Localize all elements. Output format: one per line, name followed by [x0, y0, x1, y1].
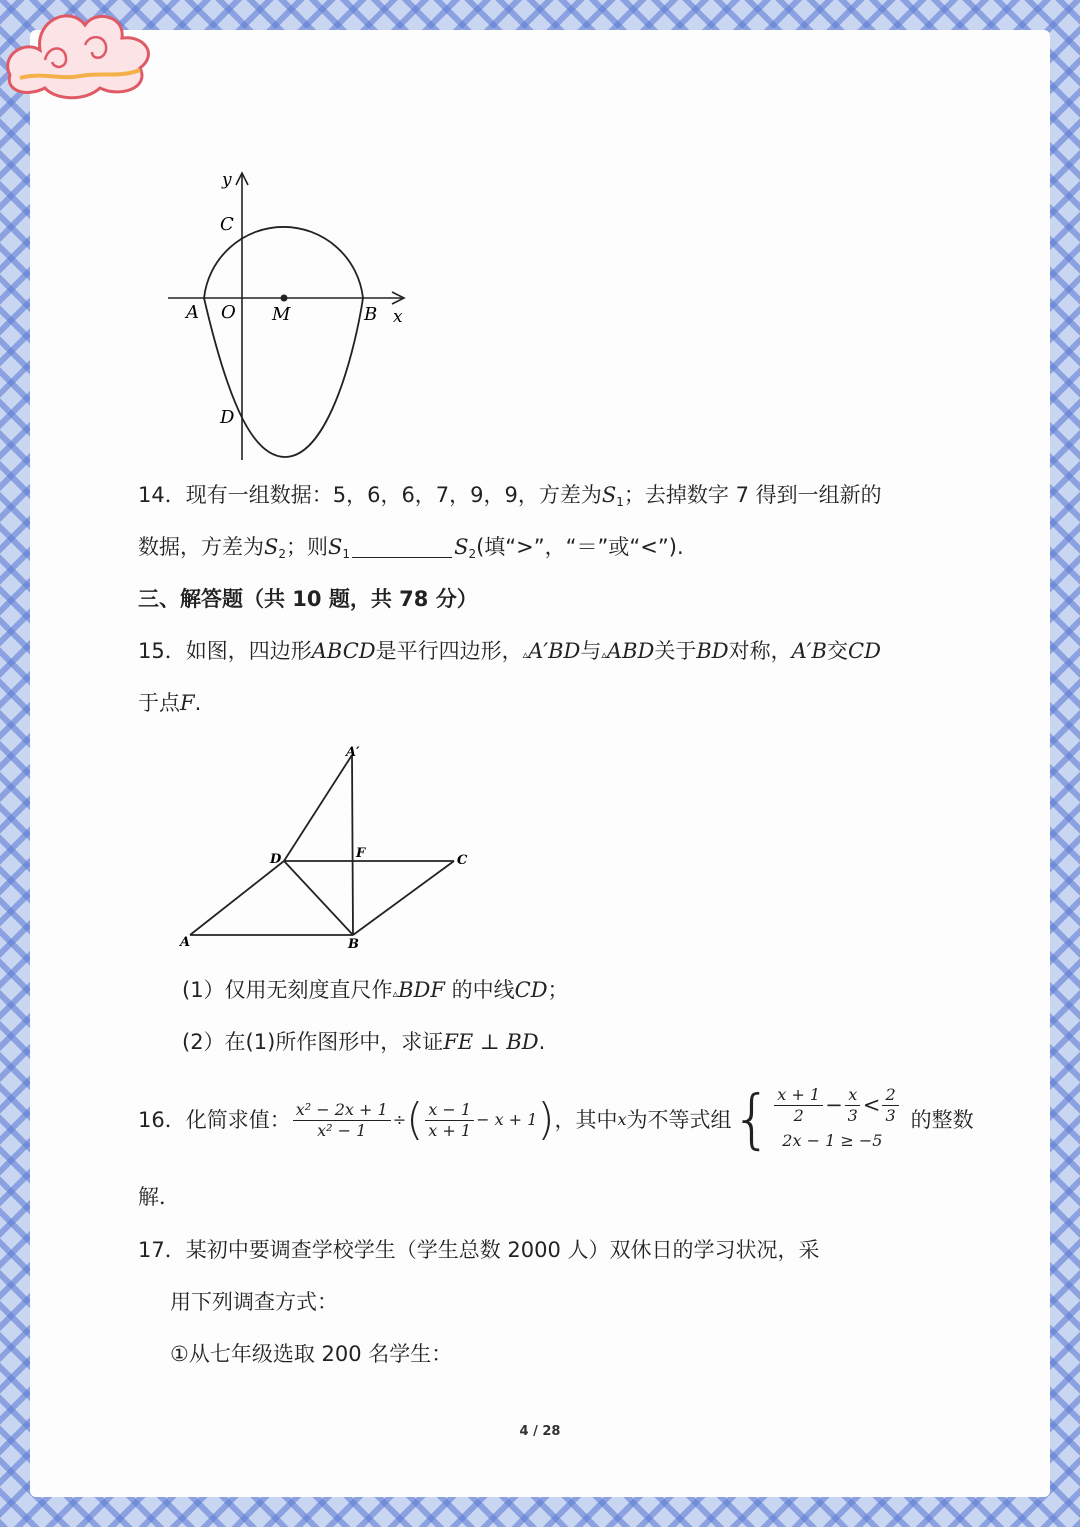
label-f: F — [356, 846, 366, 861]
label-a: A — [180, 935, 191, 950]
label-b: B — [364, 304, 378, 325]
cloud-decoration-icon — [0, 0, 160, 105]
q16-line1: 16．化简求值： $\frac{\text{x² − 2x + 1}}{\text{x² − 1}}$ ÷ ( $\frac{x - 1}{x + 1}$ − x + 1 ) ，其中 x 为不等式组 { $\frac{x + 1}{2}$ − $\frac{x}{3}$ < $\frac{2}{3}$ 2x − 1 ≥ −5 的整数 — [138, 1083, 974, 1157]
label-o: O — [221, 302, 236, 323]
label-m: M — [272, 304, 291, 325]
label-d: D — [220, 407, 235, 428]
figure-parallelogram — [170, 740, 490, 955]
figure-egg-curve — [160, 165, 420, 465]
q14-line2: 数据，方差为$S_2$；则$S_1$ $S_2$(填“>”，“＝”或“<”). — [138, 535, 684, 561]
q17-line3: ①从七年级选取 200 名学生： — [170, 1342, 453, 1366]
q14-line1: 14．现有一组数据：5，6，6，7，9，9，方差为$S_1$；去掉数字 7 得到一组新的 — [138, 483, 882, 509]
q15-part2: (2）在(1)所作图形中，求证FE ⊥ BD. — [182, 1030, 546, 1054]
page-number: 4 / 28 — [519, 1424, 561, 1439]
label-x: x — [393, 307, 403, 327]
inequality-system: $\frac{x + 1}{2}$ − $\frac{x}{3}$ < $\frac{2}{3}$ 2x − 1 ≥ −5 — [772, 1085, 900, 1156]
section-heading: 三、解答题（共 10 题，共 78 分） — [138, 587, 478, 611]
q16-line2: 解． — [138, 1185, 180, 1209]
fraction-2: $\frac{x - 1}{x + 1}$ — [425, 1100, 474, 1141]
q15-part1: (1）仅用无刻度直尺作▵BDF 的中线CD； — [182, 978, 569, 1002]
label-c: C — [220, 214, 234, 235]
fraction-1: $\frac{\text{x² − 2x + 1}}{\text{x² − 1}}$ — [293, 1100, 391, 1141]
q17-line2: 用下列调查方式： — [170, 1290, 338, 1314]
label-c: C — [457, 853, 468, 868]
label-b: B — [348, 937, 359, 952]
label-a: A — [186, 302, 199, 323]
label-d: D — [270, 852, 282, 867]
label-a-prime: A′ — [346, 745, 360, 760]
label-y: y — [222, 170, 232, 190]
q17-line1: 17．某初中要调查学校学生（学生总数 2000 人）双休日的学习状况，采 — [138, 1238, 820, 1262]
q15-line2: 于点F. — [138, 691, 202, 715]
q15-line1: 15．如图，四边形ABCD是平行四边形，▵A′BD与▵ABD关于BD对称，A′B交CD — [138, 639, 881, 663]
answer-blank — [352, 535, 452, 558]
